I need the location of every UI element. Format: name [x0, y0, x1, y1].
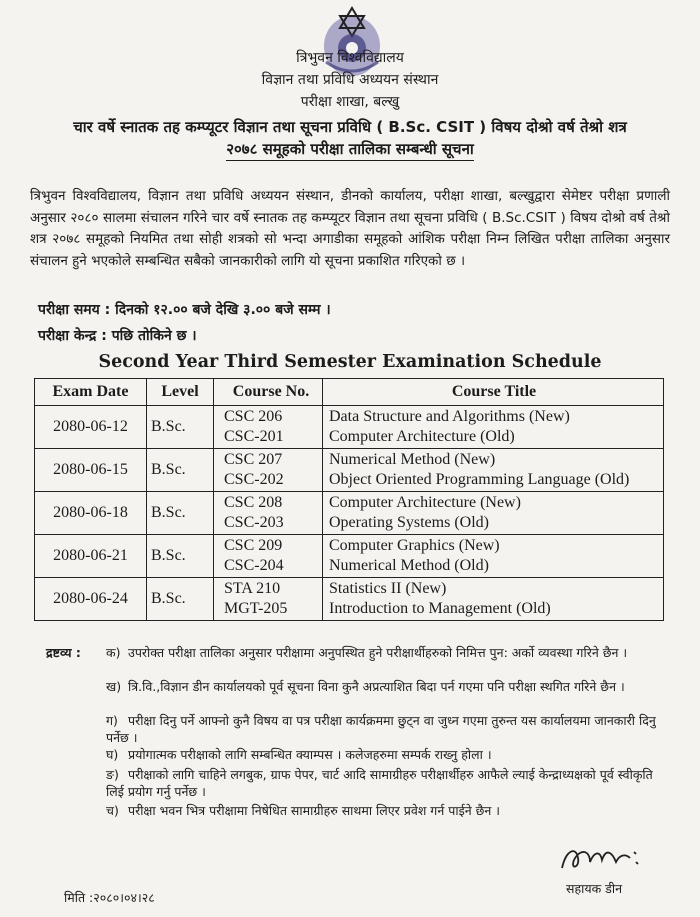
note-item: [106, 766, 666, 800]
course-no-new: CSC 207: [224, 451, 283, 468]
course-no-old: MGT-205: [224, 600, 288, 617]
note-text: उपरोक्त परीक्षा तालिका अनुसार परीक्षामा अनुपस्थित हुने परीक्षार्थीहरुको निमित्त पुन: अर्को व्यवस्था गरिने छैन ।: [127, 645, 628, 660]
course-title-new: Statistics II (New): [329, 580, 447, 597]
course-title-old: Computer Architecture (Old): [329, 428, 515, 445]
office-name: परीक्षा शाखा, बल्खु: [300, 94, 400, 110]
level: B.Sc.: [147, 578, 214, 621]
course-no: [214, 406, 323, 449]
table-row: [35, 578, 664, 621]
course-no: [214, 449, 323, 492]
course-title-old: Object Oriented Programming Language (Old): [329, 471, 630, 488]
note-marker: ख): [106, 679, 122, 694]
table-row: [35, 449, 664, 492]
note-item: [106, 712, 666, 746]
course-title-old: Operating Systems (Old): [329, 514, 489, 531]
note-marker: क): [106, 645, 121, 660]
course-no-old: CSC-204: [224, 557, 284, 574]
level: B.Sc.: [147, 406, 214, 449]
note-text: परीक्षाको लागि चाहिने लगबुक, ग्राफ पेपर, चार्ट आदि सामाग्रीहरु परीक्षार्थीहरु आफैले ल्याई केन्द्राध्यक्षको पूर्व स्वीकृति लिई प्रयोग गर्नु पर्नेछ ।: [106, 767, 653, 799]
note-text: परीक्षा भवन भित्र परीक्षामा निषेधित सामाग्रीहरु साथमा लिएर प्रवेश गर्न पाईने छैन ।: [127, 803, 501, 818]
course-title: [323, 449, 664, 492]
note-item: [106, 746, 666, 763]
note-item: [106, 644, 666, 661]
level: B.Sc.: [147, 535, 214, 578]
level: B.Sc.: [147, 449, 214, 492]
course-no-new: CSC 206: [224, 408, 283, 425]
course-title-new: Numerical Method (New): [329, 451, 496, 468]
course-title: [323, 492, 664, 535]
note-marker: च): [106, 803, 119, 818]
course-title-new: Data Structure and Algorithms (New): [329, 408, 570, 425]
university-name: त्रिभुवन विश्वविद्यालय: [296, 50, 404, 66]
note-marker: घ): [106, 747, 119, 762]
note-item: [106, 802, 666, 819]
course-title: [323, 578, 664, 621]
course-no-new: CSC 209: [224, 537, 283, 554]
note-item: [106, 678, 666, 695]
course-no-old: CSC-202: [224, 471, 284, 488]
notice-date: मिति :२०८०।०४।२८: [64, 890, 155, 905]
course-no-old: CSC-203: [224, 514, 284, 531]
schedule-title: Second Year Third Semester Examination Schedule: [98, 352, 602, 372]
course-no-new: CSC 208: [224, 494, 283, 511]
header-level: Level: [147, 379, 214, 406]
header-exam-date: Exam Date: [35, 379, 147, 406]
table-row: [35, 406, 664, 449]
subject-line-2: २०७८ समूहको परीक्षा तालिका सम्बन्धी सूचना: [226, 138, 474, 161]
note-marker: ङ): [106, 767, 119, 782]
institute-name: विज्ञान तथा प्रविधि अध्ययन संस्थान: [261, 72, 439, 88]
course-no: [214, 492, 323, 535]
note-text: त्रि.वि.,विज्ञान डीन कार्यालयको पूर्व सूचना विना कुनै अप्रत्याशित बिदा पर्न गएमा पनि परीक्षा स्थगित गरिने छैन ।: [127, 679, 625, 694]
course-no: [214, 578, 323, 621]
course-title-old: Introduction to Management (Old): [329, 600, 551, 617]
note-marker: ग): [106, 713, 118, 728]
notes-label: द्रष्टव्य :: [46, 645, 81, 660]
exam-date: 2080-06-18: [35, 492, 147, 535]
exam-date: 2080-06-21: [35, 535, 147, 578]
exam-time: परीक्षा समय : दिनको १२.०० बजे देखि ३.०० बजे सम्म ।: [38, 302, 331, 318]
course-title: [323, 535, 664, 578]
course-no-old: CSC-201: [224, 428, 284, 445]
exam-date: 2080-06-15: [35, 449, 147, 492]
university-seal-icon: [318, 6, 386, 80]
header-course-no: Course No.: [214, 379, 323, 406]
exam-center: परीक्षा केन्द्र : पछि तोकिने छ ।: [38, 328, 197, 344]
notice-subject: [22, 116, 678, 161]
table-row: [35, 492, 664, 535]
level: B.Sc.: [147, 492, 214, 535]
table-row: [35, 535, 664, 578]
course-no-new: STA 210: [224, 580, 281, 597]
header-course-title: Course Title: [323, 379, 664, 406]
course-title-new: Computer Architecture (New): [329, 494, 521, 511]
signature-icon: [556, 840, 646, 876]
course-title: [323, 406, 664, 449]
schedule-table: [34, 378, 664, 621]
exam-date: 2080-06-24: [35, 578, 147, 621]
note-text: परीक्षा दिनु पर्ने आफ्नो कुनै विषय वा पत्र परीक्षा कार्यक्रममा छुट्न वा जुध्न गएमा तुरुन्त यस कार्यालयमा जानकारी दिनु पर्नेछ ।: [106, 713, 656, 745]
notice-body: त्रिभुवन विश्वविद्यालय, विज्ञान तथा प्रविधि अध्ययन संस्थान, डीनको कार्यालय, परीक्षा शाखा, बल्खुद्वारा सेमेष्टर परीक्षा प्रणाली अनुसार २०८० सालमा संचालन गरिने चार वर्षे स्नातक तह कम्प्यूटर विज्ञान तथा सूचना प्रविधि ( B.Sc.CSIT ) विषय दोश्रो वर्ष तेश्रो शत्र २०७८ समूहको नियमित तथा सोही शत्रको सो भन्दा अगाडीका समूहको आंशिक परीक्षा निम्न लिखित परीक्षा तालिका अनुसार संचालन हुने भएकोले सम्बन्धित सबैको जानकारीको लागि यो सूचना प्रकाशित गरिएको छ ।: [30, 188, 670, 269]
course-no: [214, 535, 323, 578]
subject-line-1: चार वर्षे स्नातक तह कम्प्यूटर विज्ञान तथा सूचना प्रविधि ( B.Sc. CSIT ) विषय दोश्रो वर्ष तेश्रो शत्र: [73, 118, 627, 136]
course-title-old: Numerical Method (Old): [329, 557, 489, 574]
table-header-row: [35, 379, 664, 406]
course-title-new: Computer Graphics (New): [329, 537, 500, 554]
signatory-title: सहायक डीन: [566, 881, 623, 896]
note-text: प्रयोगात्मक परीक्षाको लागि सम्बन्धित क्याम्पस । कलेजहरुमा सम्पर्क राख्नु होला ।: [127, 747, 492, 762]
exam-date: 2080-06-12: [35, 406, 147, 449]
